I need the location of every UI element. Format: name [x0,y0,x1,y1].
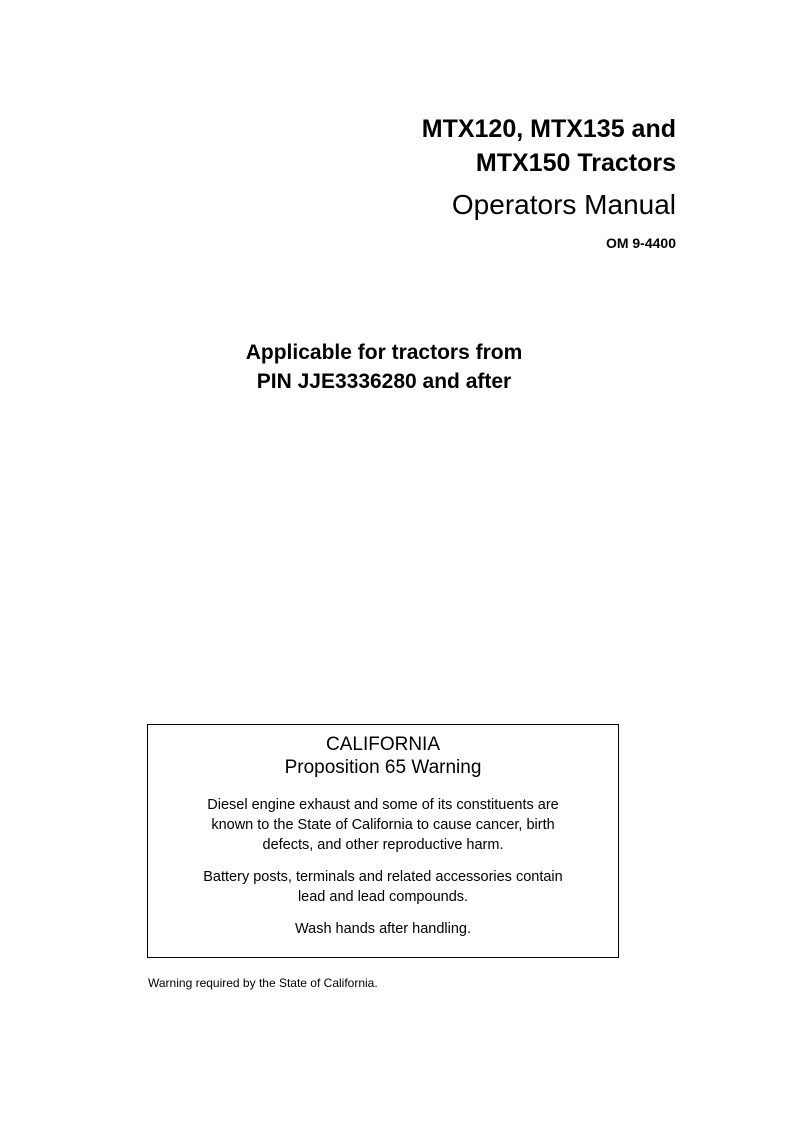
applicability-statement [160,338,608,396]
warning-text-line: known to the State of California to cause cancer, birth [211,817,555,833]
manual-title-line-1: MTX120, MTX135 and [421,115,676,143]
applicability-line-1: Applicable for tractors from [245,341,523,364]
manual-title-line-2: MTX150 Tractors [475,149,676,177]
warning-heading-line-1: CALIFORNIA [325,734,441,755]
prop65-warning-box [147,724,619,958]
warning-paragraph-battery [160,867,606,907]
warning-paragraph-wash-hands [160,919,606,939]
warning-paragraph-exhaust [160,795,606,855]
document-code: OM 9-4400 [605,235,676,251]
warning-footnote: Warning required by the State of California. [148,976,378,990]
title-block [422,112,676,252]
applicability-line-2: PIN JJE3336280 and after [256,370,512,393]
warning-text-line: Diesel engine exhaust and some of its constituents are [207,797,559,813]
warning-text-line: Wash hands after handling. [295,921,471,937]
warning-heading [148,733,618,779]
warning-heading-line-2: Proposition 65 Warning [284,757,482,778]
warning-text-line: lead and lead compounds. [297,889,469,905]
warning-text-line: defects, and other reproductive harm. [262,837,504,853]
warning-text-line: Battery posts, terminals and related accessories contain [203,869,563,885]
manual-subtitle: Operators Manual [451,189,676,220]
